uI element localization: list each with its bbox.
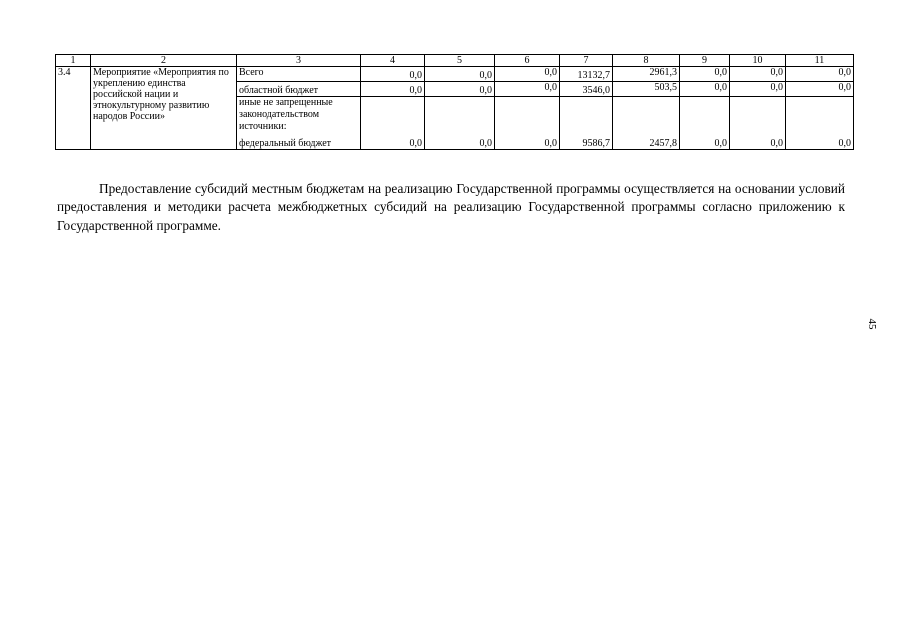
value-cell: 0,0: [361, 67, 425, 82]
value-cell: 0,0: [425, 82, 495, 97]
column-header: 9: [680, 55, 730, 67]
value-cell: 3546,0: [560, 82, 613, 97]
value-cell: 0,0: [680, 97, 730, 150]
column-header: 6: [495, 55, 560, 67]
value-cell: 0,0: [495, 97, 560, 150]
page-number: 45: [866, 318, 878, 330]
value-cell: 0,0: [786, 67, 854, 82]
value-cell: 503,5: [613, 82, 680, 97]
funding-source-cell: областной бюджет: [237, 82, 361, 97]
item-number-cell: 3.4: [56, 67, 91, 150]
body-paragraph: Предоставление субсидий местным бюджетам на реализацию Государственной программы осуществляется на основании условий предоставления и методики расчета межбюджетных субсидий на реализацию Государственной программы согласно приложению к Государственной программе.: [57, 181, 845, 233]
column-header: 4: [361, 55, 425, 67]
table-row-total: [56, 67, 854, 82]
table-header-row: [56, 55, 854, 67]
value-cell: 2961,3: [613, 67, 680, 82]
value-cell: 13132,7: [560, 67, 613, 82]
value-cell: 0,0: [361, 82, 425, 97]
column-header: 2: [91, 55, 237, 67]
value-cell: 0,0: [730, 82, 786, 97]
value-cell: 0,0: [425, 97, 495, 150]
column-header: 3: [237, 55, 361, 67]
column-header: 8: [613, 55, 680, 67]
column-header: 1: [56, 55, 91, 67]
column-header: 5: [425, 55, 495, 67]
value-cell: 0,0: [786, 97, 854, 150]
funding-subsource-cell: федеральный бюджет: [237, 137, 361, 150]
value-cell: 0,0: [495, 67, 560, 82]
column-header: 10: [730, 55, 786, 67]
funding-source-cell: Всего: [237, 67, 361, 82]
column-header: 7: [560, 55, 613, 67]
value-cell: 0,0: [425, 67, 495, 82]
value-cell: 0,0: [361, 97, 425, 150]
budget-table: [55, 54, 854, 150]
value-cell: 0,0: [786, 82, 854, 97]
value-cell: 0,0: [680, 82, 730, 97]
value-cell: 9586,7: [560, 97, 613, 150]
value-cell: 0,0: [495, 82, 560, 97]
funding-source-cell: иные не запрещенные законодательством источники:: [237, 97, 361, 138]
value-cell: 2457,8: [613, 97, 680, 150]
value-cell: 0,0: [730, 97, 786, 150]
column-header: 11: [786, 55, 854, 67]
value-cell: 0,0: [730, 67, 786, 82]
value-cell: 0,0: [680, 67, 730, 82]
event-name-cell: Мероприятие «Мероприятия по укреплению единства российской нации и этнокультурному развитию народов России»: [91, 67, 237, 150]
